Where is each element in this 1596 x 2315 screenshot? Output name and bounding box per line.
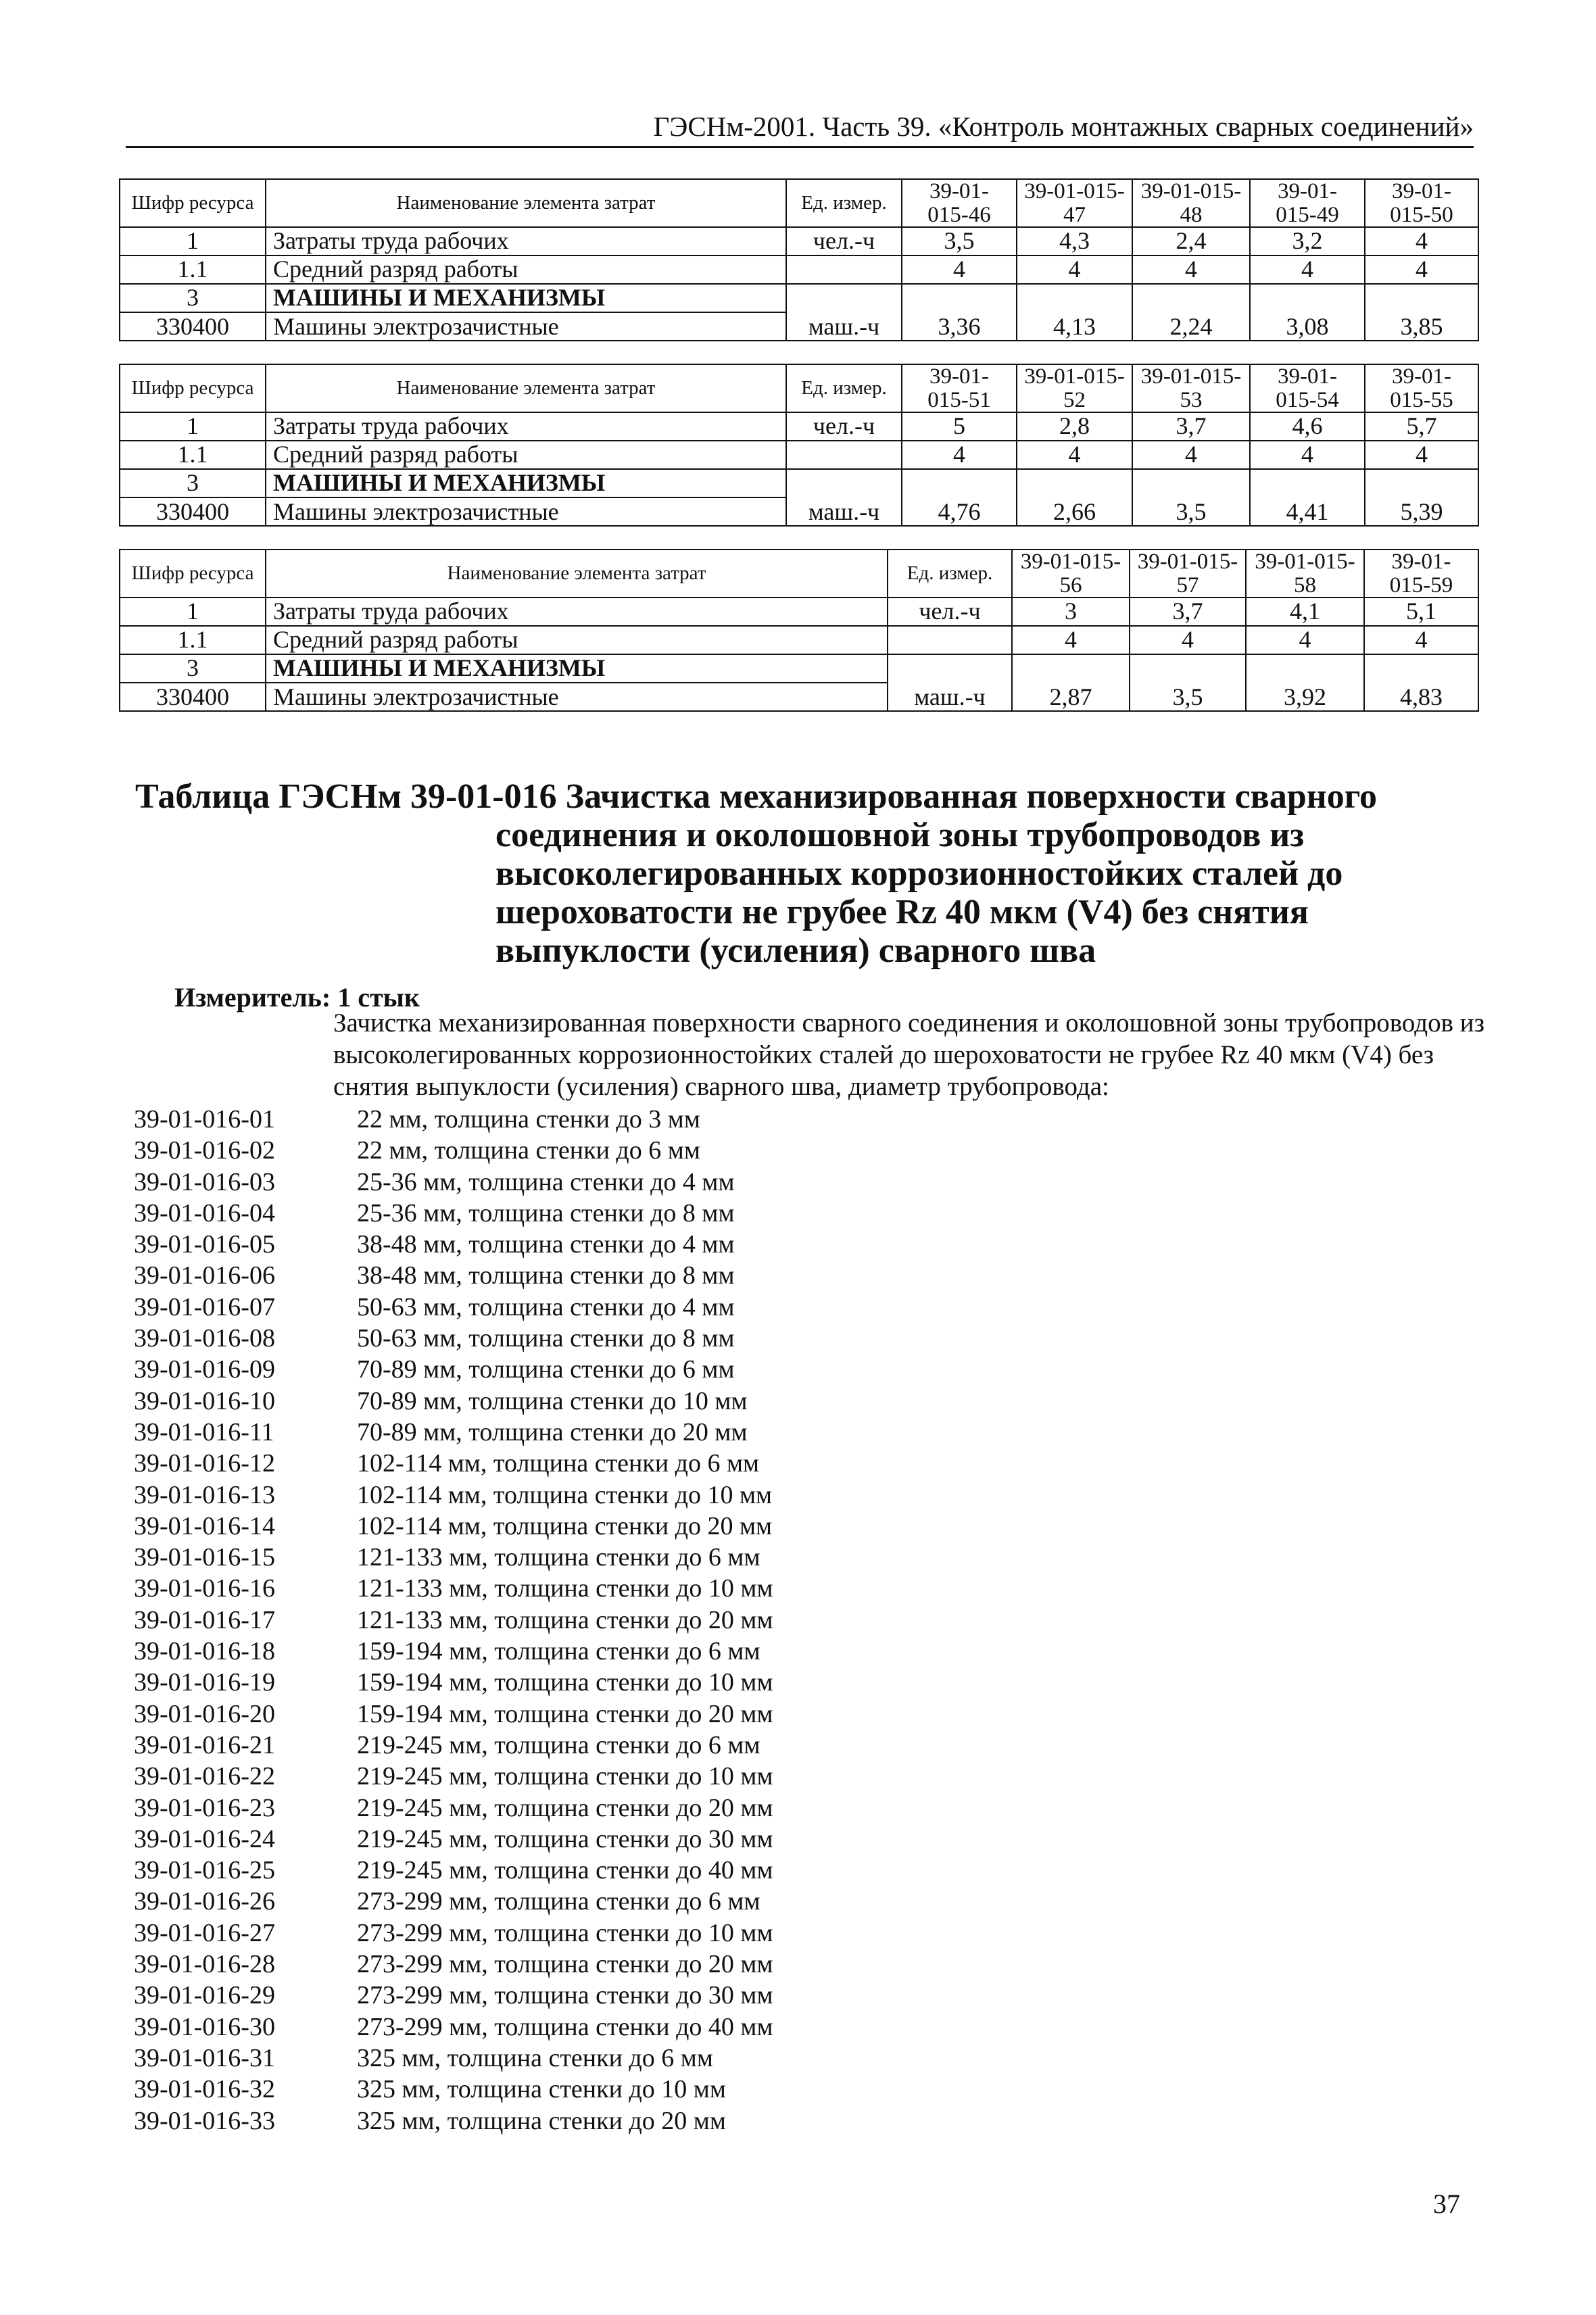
value-cell: 2,66	[1017, 497, 1132, 526]
norm-code-header: 39-01-015-53	[1132, 364, 1250, 412]
meter-line: Измеритель: 1 стык	[174, 982, 420, 1013]
item-code: 39-01-016-14	[134, 1511, 275, 1540]
list-item	[134, 1949, 773, 1980]
norm-code-header: 39-01-015-52	[1017, 364, 1132, 412]
norm-code-header: 39-01-015-57	[1130, 550, 1246, 598]
labor-row	[120, 598, 1478, 626]
value-cell: 4	[1365, 255, 1478, 284]
item-code: 39-01-016-13	[134, 1480, 275, 1509]
item-code: 39-01-016-02	[134, 1136, 275, 1165]
unit-cell: маш.-ч	[786, 312, 902, 341]
list-item	[134, 1260, 773, 1291]
machine-row	[120, 497, 1478, 526]
resource-code: 3	[120, 284, 266, 312]
item-text: 50-63 мм, толщина стенки до 4 мм	[357, 1292, 735, 1321]
page-number: 37	[1433, 2189, 1460, 2219]
resource-table-3	[119, 549, 1479, 712]
resource-code: 3	[120, 469, 266, 497]
value-cell: 4,1	[1246, 598, 1364, 626]
value-cell: 3,7	[1132, 412, 1250, 441]
item-text: 102-114 мм, толщина стенки до 10 мм	[357, 1480, 773, 1509]
list-item	[134, 1980, 773, 2011]
item-text: 219-245 мм, толщина стенки до 6 мм	[357, 1730, 760, 1759]
norm-code-header: 39-01-015-50	[1365, 179, 1478, 227]
running-header: ГЭСНм-2001. Часть 39. «Контроль монтажных сварных соединений»	[126, 107, 1474, 148]
item-code: 39-01-016-05	[134, 1230, 275, 1259]
item-text: 325 мм, толщина стенки до 20 мм	[357, 2106, 726, 2135]
group-heading: МАШИНЫ И МЕХАНИЗМЫ	[266, 284, 786, 312]
item-text: 219-245 мм, толщина стенки до 10 мм	[357, 1762, 773, 1791]
list-item	[134, 1386, 773, 1417]
resource-table-2	[119, 364, 1479, 527]
item-code: 39-01-016-15	[134, 1543, 275, 1572]
cost-element-name: Затраты труда рабочих	[266, 227, 786, 255]
resource-code: 1	[120, 598, 266, 626]
list-item	[134, 1667, 773, 1698]
list-item	[134, 2012, 773, 2043]
group-heading: МАШИНЫ И МЕХАНИЗМЫ	[266, 654, 888, 683]
resource-code: 330400	[120, 497, 266, 526]
item-code: 39-01-016-17	[134, 1605, 275, 1634]
machine-row	[120, 683, 1478, 711]
value-cell: 4	[902, 255, 1017, 284]
item-code: 39-01-016-08	[134, 1324, 275, 1353]
resource-code: 330400	[120, 683, 266, 711]
value-cell: 3,2	[1250, 227, 1365, 255]
list-item	[134, 2074, 773, 2105]
unit-cell	[786, 441, 902, 469]
value-cell: 4	[1012, 626, 1130, 654]
item-text: 70-89 мм, толщина стенки до 20 мм	[357, 1417, 748, 1446]
item-code: 39-01-016-11	[134, 1417, 274, 1446]
labor-row	[120, 412, 1478, 441]
table-head-row	[120, 364, 1478, 412]
item-text: 159-194 мм, толщина стенки до 20 мм	[357, 1699, 773, 1728]
norm-code-header: 39-01-015-55	[1365, 364, 1478, 412]
value-cell: 4	[1364, 626, 1478, 654]
item-text: 22 мм, толщина стенки до 3 мм	[357, 1105, 700, 1134]
value-cell: 4	[1017, 255, 1132, 284]
cost-element-name: Машины электрозачистные	[266, 312, 786, 341]
item-code: 39-01-016-01	[134, 1105, 275, 1134]
item-text: 70-89 мм, толщина стенки до 6 мм	[357, 1355, 735, 1384]
list-item	[134, 1918, 773, 1949]
list-item	[134, 1605, 773, 1636]
item-code: 39-01-016-12	[134, 1449, 275, 1478]
item-code: 39-01-016-24	[134, 1824, 275, 1853]
value-cell: 4	[1132, 441, 1250, 469]
item-text: 102-114 мм, толщина стенки до 20 мм	[357, 1511, 773, 1540]
cipher-header: Шифр ресурса	[120, 179, 266, 227]
grade-row	[120, 255, 1478, 284]
resource-code: 1	[120, 412, 266, 441]
item-text: 121-133 мм, толщина стенки до 20 мм	[357, 1605, 773, 1634]
resource-code: 3	[120, 654, 266, 683]
list-item	[134, 1198, 773, 1229]
norm-code-header: 39-01-015-56	[1012, 550, 1130, 598]
item-code: 39-01-016-27	[134, 1918, 275, 1947]
list-item	[134, 2043, 773, 2074]
item-text: 273-299 мм, толщина стенки до 6 мм	[357, 1887, 760, 1916]
norm-code-header: 39-01-015-46	[902, 179, 1017, 227]
norm-code-header: 39-01-015-48	[1132, 179, 1250, 227]
item-code: 39-01-016-20	[134, 1699, 275, 1728]
item-code: 39-01-016-03	[134, 1167, 275, 1196]
item-text: 38-48 мм, толщина стенки до 4 мм	[357, 1230, 735, 1259]
resource-code: 330400	[120, 312, 266, 341]
item-text: 273-299 мм, толщина стенки до 20 мм	[357, 1950, 773, 1979]
item-text: 273-299 мм, толщина стенки до 40 мм	[357, 2012, 773, 2041]
unit-cell: чел.-ч	[888, 598, 1012, 626]
unit-cell: чел.-ч	[786, 227, 902, 255]
resource-code: 1.1	[120, 441, 266, 469]
table-head-row	[120, 550, 1478, 598]
value-cell: 5	[902, 412, 1017, 441]
value-cell: 5,1	[1364, 598, 1478, 626]
value-cell: 4	[1365, 441, 1478, 469]
item-list	[134, 1104, 773, 2137]
item-code: 39-01-016-31	[134, 2043, 275, 2072]
item-code: 39-01-016-18	[134, 1637, 275, 1666]
cost-element-name: Средний разряд работы	[266, 441, 786, 469]
norm-code-header: 39-01-015-54	[1250, 364, 1365, 412]
machines-group-row	[120, 654, 1478, 683]
list-item	[134, 1855, 773, 1886]
item-text: 159-194 мм, толщина стенки до 6 мм	[357, 1637, 760, 1666]
unit-header: Ед. измер.	[888, 550, 1012, 598]
item-text: 325 мм, толщина стенки до 6 мм	[357, 2043, 713, 2072]
item-code: 39-01-016-26	[134, 1887, 275, 1916]
item-code: 39-01-016-16	[134, 1574, 275, 1603]
item-text: 50-63 мм, толщина стенки до 8 мм	[357, 1324, 735, 1353]
value-cell: 5,7	[1365, 412, 1478, 441]
value-cell: 4	[1132, 255, 1250, 284]
work-description: Зачистка механизированная поверхности сварного соединения и околошовной зоны трубопроводов из высоколегированных коррозионностойких сталей до шероховатости не грубее Rz 40 мкм (V4) без снятия выпуклости (усиления) сварного шва, диаметр трубопровода:	[333, 1008, 1485, 1101]
cost-element-header: Наименование элемента затрат	[266, 364, 786, 412]
list-item	[134, 1354, 773, 1385]
resource-code: 1	[120, 227, 266, 255]
value-cell: 4	[902, 441, 1017, 469]
value-cell: 3,7	[1130, 598, 1246, 626]
machines-group-row	[120, 469, 1478, 497]
list-item	[134, 1793, 773, 1824]
list-item	[134, 1511, 773, 1542]
list-item	[134, 1135, 773, 1166]
group-heading: МАШИНЫ И МЕХАНИЗМЫ	[266, 469, 786, 497]
item-code: 39-01-016-29	[134, 1981, 275, 2010]
cipher-header: Шифр ресурса	[120, 364, 266, 412]
item-text: 25-36 мм, толщина стенки до 4 мм	[357, 1167, 735, 1196]
list-item	[134, 1886, 773, 1917]
norm-code-header: 39-01-015-49	[1250, 179, 1365, 227]
norm-code-header: 39-01-015-59	[1364, 550, 1478, 598]
norm-code-header: 39-01-015-47	[1017, 179, 1132, 227]
cost-element-name: Машины электрозачистные	[266, 683, 888, 711]
item-text: 38-48 мм, толщина стенки до 8 мм	[357, 1261, 735, 1290]
item-text: 102-114 мм, толщина стенки до 6 мм	[357, 1449, 760, 1478]
list-item	[134, 1417, 773, 1448]
item-text: 121-133 мм, толщина стенки до 10 мм	[357, 1574, 773, 1603]
value-cell: 2,87	[1012, 683, 1130, 711]
item-code: 39-01-016-25	[134, 1856, 275, 1885]
value-cell: 4	[1017, 441, 1132, 469]
unit-cell: чел.-ч	[786, 412, 902, 441]
item-text: 121-133 мм, толщина стенки до 6 мм	[357, 1543, 760, 1572]
value-cell: 2,8	[1017, 412, 1132, 441]
list-item	[134, 1730, 773, 1761]
cipher-header: Шифр ресурса	[120, 550, 266, 598]
item-text: 70-89 мм, толщина стенки до 10 мм	[357, 1386, 748, 1415]
value-cell: 4,13	[1017, 312, 1132, 341]
list-item	[134, 1104, 773, 1135]
grade-row	[120, 441, 1478, 469]
item-code: 39-01-016-28	[134, 1950, 275, 1979]
item-code: 39-01-016-33	[134, 2106, 275, 2135]
value-cell: 3	[1012, 598, 1130, 626]
unit-cell	[888, 626, 1012, 654]
item-text: 325 мм, толщина стенки до 10 мм	[357, 2075, 726, 2104]
unit-cell: маш.-ч	[888, 683, 1012, 711]
item-text: 273-299 мм, толщина стенки до 30 мм	[357, 1981, 773, 2010]
list-item	[134, 1229, 773, 1260]
machine-row	[120, 312, 1478, 341]
list-item	[134, 1699, 773, 1730]
cost-element-name: Затраты труда рабочих	[266, 598, 888, 626]
item-text: 25-36 мм, толщина стенки до 8 мм	[357, 1198, 735, 1227]
item-code: 39-01-016-19	[134, 1668, 275, 1697]
section-title	[135, 777, 1420, 970]
value-cell: 4,41	[1250, 497, 1365, 526]
item-text: 219-245 мм, толщина стенки до 20 мм	[357, 1793, 773, 1822]
unit-header: Ед. измер.	[786, 364, 902, 412]
cost-element-name: Средний разряд работы	[266, 626, 888, 654]
list-item	[134, 1292, 773, 1323]
value-cell: 4	[1246, 626, 1364, 654]
list-item	[134, 2105, 773, 2137]
norm-code-header: 39-01-015-51	[902, 364, 1017, 412]
value-cell: 5,39	[1365, 497, 1478, 526]
unit-header: Ед. измер.	[786, 179, 902, 227]
machines-group-row	[120, 284, 1478, 312]
value-cell: 4,76	[902, 497, 1017, 526]
value-cell: 4	[1250, 255, 1365, 284]
value-cell: 4,83	[1364, 683, 1478, 711]
item-text: 219-245 мм, толщина стенки до 40 мм	[357, 1856, 773, 1885]
cost-element-header: Наименование элемента затрат	[266, 550, 888, 598]
item-code: 39-01-016-21	[134, 1730, 275, 1759]
resource-table-1	[119, 178, 1479, 341]
value-cell: 4,3	[1017, 227, 1132, 255]
list-item	[134, 1167, 773, 1198]
resource-code: 1.1	[120, 626, 266, 654]
item-code: 39-01-016-30	[134, 2012, 275, 2041]
value-cell: 3,36	[902, 312, 1017, 341]
item-text: 219-245 мм, толщина стенки до 30 мм	[357, 1824, 773, 1853]
item-code: 39-01-016-07	[134, 1292, 275, 1321]
list-item	[134, 1448, 773, 1479]
value-cell: 4	[1365, 227, 1478, 255]
cost-element-name: Затраты труда рабочих	[266, 412, 786, 441]
item-code: 39-01-016-06	[134, 1261, 275, 1290]
cost-element-name: Машины электрозачистные	[266, 497, 786, 526]
unit-cell	[786, 255, 902, 284]
value-cell: 3,5	[1132, 497, 1250, 526]
section-title-rest: соединения и околошовной зоны трубопроводов из высоколегированных коррозионностойких сталей до шероховатости не грубее Rz 40 мкм (V4) без снятия выпуклости (усиления) сварного шва	[495, 816, 1343, 970]
cost-element-name: Средний разряд работы	[266, 255, 786, 284]
list-item	[134, 1573, 773, 1604]
list-item	[134, 1542, 773, 1573]
item-text: 22 мм, толщина стенки до 6 мм	[357, 1136, 700, 1165]
value-cell: 3,5	[902, 227, 1017, 255]
item-code: 39-01-016-23	[134, 1793, 275, 1822]
item-text: 159-194 мм, толщина стенки до 10 мм	[357, 1668, 773, 1697]
resource-code: 1.1	[120, 255, 266, 284]
item-code: 39-01-016-32	[134, 2075, 275, 2104]
item-text: 273-299 мм, толщина стенки до 10 мм	[357, 1918, 773, 1947]
list-item	[134, 1761, 773, 1792]
value-cell: 3,5	[1130, 683, 1246, 711]
value-cell: 4	[1130, 626, 1246, 654]
grade-row	[120, 626, 1478, 654]
unit-cell: маш.-ч	[786, 497, 902, 526]
list-item	[134, 1323, 773, 1354]
item-code: 39-01-016-04	[134, 1198, 275, 1227]
value-cell: 2,24	[1132, 312, 1250, 341]
section-title-lead: Таблица ГЭСНм 39-01-016 Зачистка механизированная поверхности сварного	[135, 777, 1378, 816]
list-item	[134, 1636, 773, 1667]
labor-row	[120, 227, 1478, 255]
table-head-row	[120, 179, 1478, 227]
norm-code-header: 39-01-015-58	[1246, 550, 1364, 598]
value-cell: 3,92	[1246, 683, 1364, 711]
cost-element-header: Наименование элемента затрат	[266, 179, 786, 227]
item-code: 39-01-016-10	[134, 1386, 275, 1415]
value-cell: 4	[1250, 441, 1365, 469]
value-cell: 3,08	[1250, 312, 1365, 341]
item-code: 39-01-016-22	[134, 1762, 275, 1791]
value-cell: 4,6	[1250, 412, 1365, 441]
list-item	[134, 1480, 773, 1511]
value-cell: 3,85	[1365, 312, 1478, 341]
list-item	[134, 1824, 773, 1855]
item-code: 39-01-016-09	[134, 1355, 275, 1384]
value-cell: 2,4	[1132, 227, 1250, 255]
